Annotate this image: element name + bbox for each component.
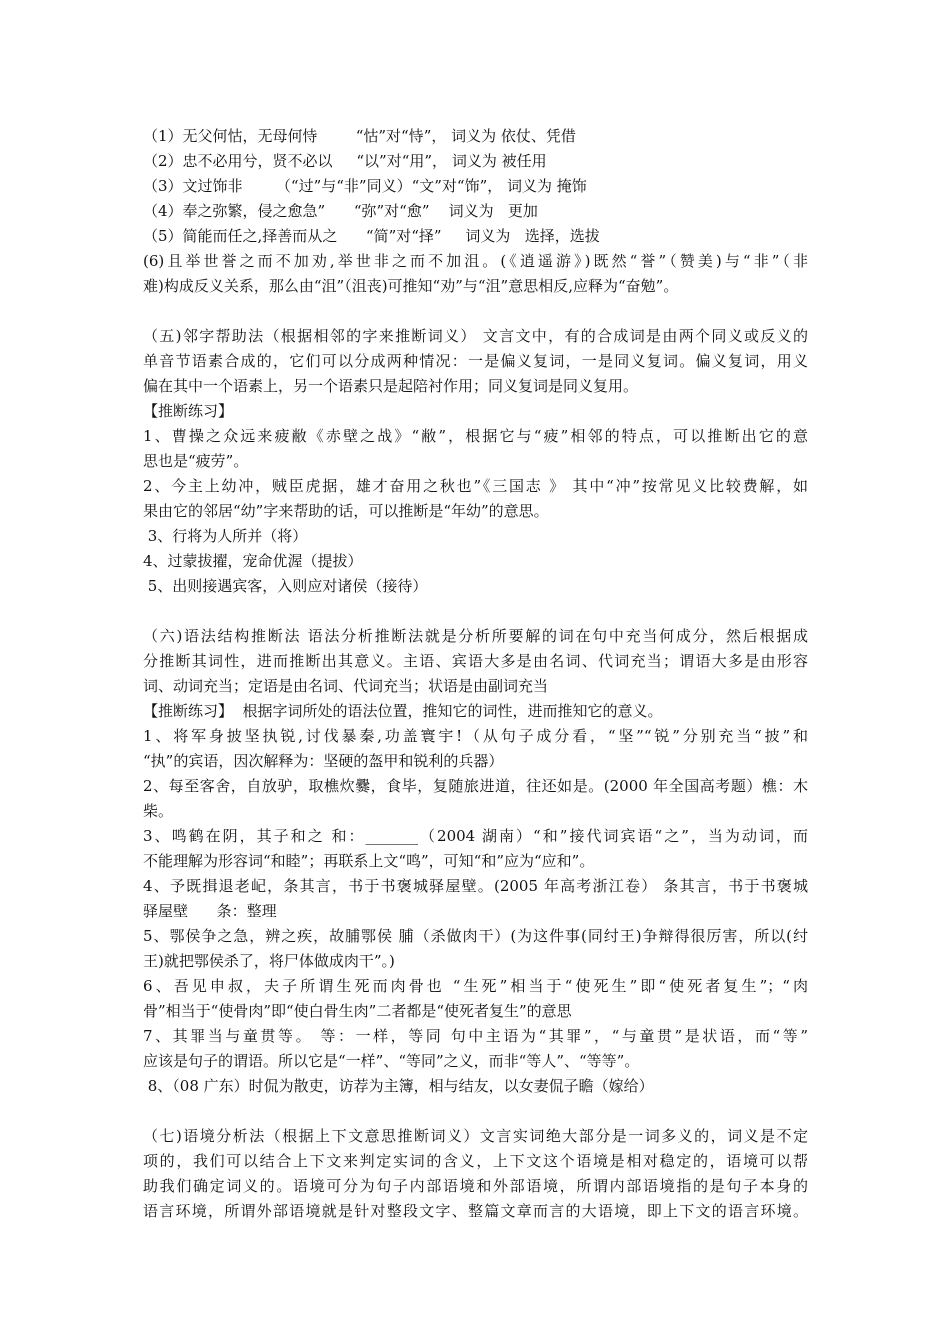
text-line: “执”的宾语，因次解释为：坚硬的盔甲和锐利的兵器） xyxy=(143,752,504,770)
practice-heading: 【推断练习】 xyxy=(143,402,234,420)
text-line: 果由它的邻居“幼”字来帮助的话，可以推断是“年幼”的意思。 xyxy=(143,502,549,520)
text-line: 不能理解为形容词“和睦”；再联系上文“鸣”，可知“和”应为“应和”。 xyxy=(143,852,595,870)
text-line: 4、予既揖退老屺，条其言，书于书褒城驿屋壁。(2005 年高考浙江卷） 条其言，书于书褒城 xyxy=(143,877,808,895)
text-line: 1、将军身披坚执锐,讨伐暴秦,功盖寰宇!（从句子成分看，“坚”“锐”分别充当“披”和 xyxy=(143,727,808,745)
text-line: 8、（08 广东）时侃为散吏，访荐为主簿，相与结友，以女妻侃子瞻（嫁给） xyxy=(143,1077,654,1095)
text-line: 骨”相当于“使骨肉”即“使白骨生肉”二者都是“使死者复生”的意思 xyxy=(143,1002,572,1020)
paragraph-gap xyxy=(143,1099,808,1124)
text-line: 应该是句子的谓语。所以它是“一样”、“等同”之义，而非“等人”、“等等”。 xyxy=(143,1052,640,1070)
text-line: 分推断其词性，进而推断出其意义。主语、宾语大多是由名词、代词充当；谓语大多是由形容 xyxy=(143,652,808,670)
text-line: 单音节语素合成的，它们可以分成两种情况：一是偏义复词，一是同义复词。偏义复词，用义 xyxy=(143,352,808,370)
text-line: 偏在其中一个语素上，另一个语素只是起陪衬作用；同义复词是同义复用。 xyxy=(143,377,639,395)
text-line: 2、每至客舍，自放驴，取樵炊爨，食毕，复随旅进道，往还如是。(2000 年全国高考题）樵：木 xyxy=(143,777,808,795)
text-line: 3、鸣鹤在阴，其子和之 和：_______（2004 湖南）“和”接代词宾语“之”，当为动词，而 xyxy=(143,827,808,845)
text-line: 项的，我们可以结合上下文来判定实词的含义，上下文这个语境是相对稳定的，语境可以帮 xyxy=(143,1152,808,1170)
text-line: (6)且举世誉之而不加劝,举世非之而不加沮。(《逍遥游》)既然“誉”（赞美)与“非”（非 xyxy=(143,252,808,270)
text-line: 5、鄂侯争之急，辨之疾，故脯鄂侯 脯（杀做肉干）(为这件事(同纣王)争辩得很厉害，所以(纣 xyxy=(143,927,808,945)
text-line: 思也是“疲劳”。 xyxy=(143,452,249,470)
text-line: 5、出则接遇宾客，入则应对诸侯（接待） xyxy=(143,577,428,595)
text-line: 助我们确定词义的。语境可分为句子内部语境和外部语境，所谓内部语境指的是句子本身的 xyxy=(143,1177,808,1195)
text-line: 语言环境，所谓外部语境就是针对整段文字、整篇文章而言的大语境，即上下文的语言环境。 xyxy=(143,1202,808,1220)
text-line: （1）无父何怙，无母何恃 “怙”对“恃”， 词义为 依仗、凭借 xyxy=(143,127,576,145)
text-line: （2）忠不必用兮，贤不必以 “以”对“用”， 词义为 被任用 xyxy=(143,152,547,170)
text-line: 2、今主上幼冲，贼臣虎据，雄才奋用之秋也”《三国志 》 其中“冲”按常见义比较费解，如 xyxy=(143,477,808,495)
text-line: 7、其罪当与童贯等。 等：一样，等同 句中主语为“其罪”，“与童贯”是状语，而“等” xyxy=(143,1027,808,1045)
text-line: （3）文过饰非 （“过”与“非”同义）“文”对“饰”， 词义为 掩饰 xyxy=(143,177,587,195)
document-body xyxy=(143,124,808,1224)
section-heading-line: （五)邻字帮助法（根据相邻的字来推断词义） 文言文中，有的合成词是由两个同义或反义的 xyxy=(143,327,808,345)
section-heading-line: （七)语境分析法（根据上下文意思推断词义）文言实词绝大部分是一词多义的，词义是不定 xyxy=(143,1127,808,1145)
text-line: （5）简能而任之,择善而从之 “简”对“择” 词义为 选择，选拔 xyxy=(143,227,600,245)
text-line: 6、吾见申叔，夫子所谓生死而肉骨也 “生死”相当于“使死生”即“使死者复生”；“肉 xyxy=(143,977,808,995)
text-line: 4、过蒙拔擢，宠命优渥（提拔） xyxy=(143,552,363,570)
text-line: （4）奉之弥繁，侵之愈急” “弥”对“愈” 词义为 更加 xyxy=(143,202,538,220)
section-heading-line: （六)语法结构推断法 语法分析推断法就是分析所要解的词在句中充当何成分，然后根据成 xyxy=(143,627,808,645)
text-line: 难)构成反义关系，那么由“沮”（沮丧)可推知“劝”与“沮”意思相反,应释为“奋勉”。 xyxy=(143,277,679,295)
text-line: 王)就把鄂侯杀了，将尸体做成肉干”。) xyxy=(143,952,395,970)
text-line: 1、曹操之众远来疲敝《赤壁之战》“敝”，根据它与“疲”相邻的特点，可以推断出它的意 xyxy=(143,427,808,445)
practice-heading: 【推断练习】 根据字词所处的语法位置，推知它的词性，进而推知它的意义。 xyxy=(143,702,663,720)
paragraph-gap xyxy=(143,599,808,624)
paragraph-gap xyxy=(143,299,808,324)
text-line: 驿屋壁 条：整理 xyxy=(143,902,277,920)
text-line: 3、行将为人所并（将） xyxy=(143,527,308,545)
text-line: 柴。 xyxy=(143,802,174,820)
text-line: 词、动词充当；定语是由名词、代词充当；状语是由副词充当 xyxy=(143,677,549,695)
